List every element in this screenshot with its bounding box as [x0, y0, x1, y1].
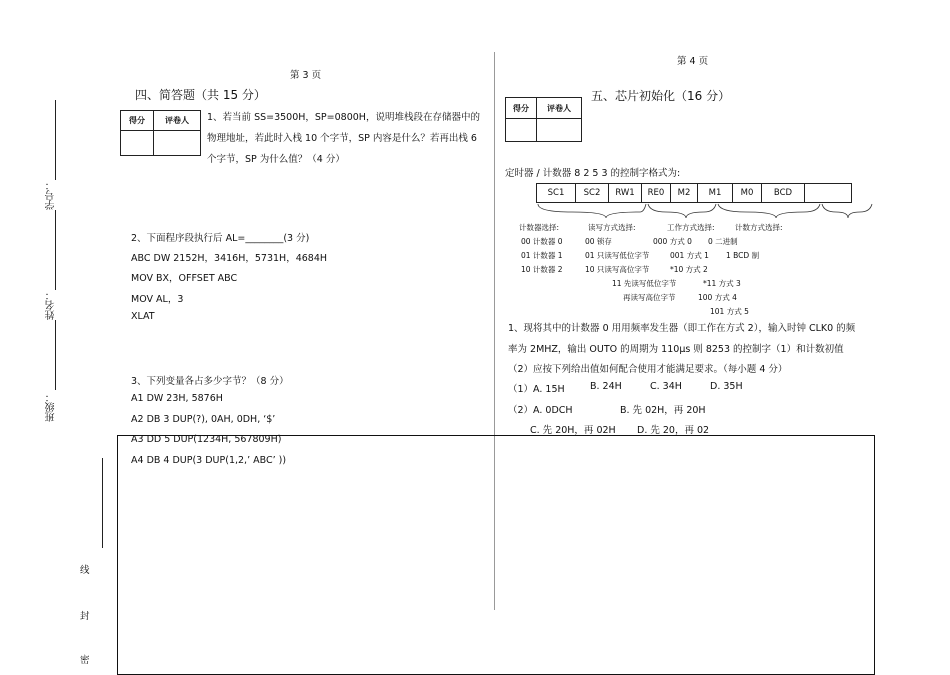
note-mode0: 000 方式 0 [653, 237, 692, 246]
note-counter2: 10 计数器 2 [521, 265, 563, 274]
p4-q1-line-1: 1、现将其中的计数器 0 用用频率发生器（即工作在方式 2），输入时钟 CLK0 的频 [508, 323, 856, 334]
label-rw-select: 读写方式选择: [588, 223, 636, 232]
name-label: 姓名： [46, 290, 57, 320]
q2-code-1: ABC DW 2152H，3416H，5731H，4684H [131, 253, 328, 264]
q3-var-4: A4 DB 4 DUP(3 DUP(1,2,’ ABC’ )) [131, 455, 287, 466]
note-counter0: 00 计数器 0 [521, 237, 563, 246]
binding-rule-mid [55, 210, 56, 290]
bit-m2: M2 [671, 184, 698, 203]
grader-cell[interactable] [154, 131, 201, 156]
bit-extra [805, 184, 852, 203]
bit-m1: M1 [698, 184, 733, 203]
bit-m0: M0 [733, 184, 762, 203]
label-counter-select: 计数器选择: [519, 223, 560, 232]
q3-prompt: 3、下列变量各占多少字节？（8 分） [131, 376, 289, 387]
control-word-intro: 定时器 / 计数器 8 2 5 3 的控制字格式为: [505, 168, 681, 179]
bit-re0: RE0 [642, 184, 671, 203]
option-1c: C. 34H [650, 381, 682, 392]
note-low-then-high-2: 再读写高位字节 [623, 293, 676, 302]
note-mode4: 100 方式 4 [698, 293, 737, 302]
note-low-byte: 01 只读写低位字节 [585, 251, 650, 260]
q1-line-1: 1、若当前 SS=3500H，SP=0800H，说明堆栈段在存储器中的 [207, 112, 480, 123]
q1-line-3: 个字节，SP 为什么值？（4 分） [207, 154, 345, 165]
grader-header: 评卷人 [537, 98, 582, 119]
binding-rule-low [55, 320, 56, 390]
option-1d: D. 35H [710, 381, 743, 392]
answer-box[interactable] [117, 435, 875, 675]
bit-bcd: BCD [762, 184, 805, 203]
score-header: 得分 [506, 98, 537, 119]
option-1a: （1）A. 15H [508, 384, 565, 395]
page4-section-title: 五、芯片初始化（16 分） [591, 89, 731, 103]
page4-score-table [505, 97, 582, 142]
score-cell[interactable] [506, 119, 537, 142]
q2-code-3: MOV AL，3 [131, 294, 184, 305]
option-2b: B. 先 02H，再 20H [620, 405, 706, 416]
brace-count-mode [822, 204, 872, 218]
option-2d: D. 先 20，再 02 [637, 425, 710, 436]
p4-q1-line-2: 率为 2MHZ，输出 OUTO 的周期为 110μs 则 8253 的控制字（1）和计数初值 [508, 344, 844, 355]
q3-var-1: A1 DW 23H, 5876H [131, 393, 223, 404]
label-count-mode: 计数方式选择: [735, 223, 783, 232]
option-2a: （2）A. 0DCH [508, 405, 573, 416]
note-low-then-high-1: 11 先读写低位字节 [612, 279, 677, 288]
note-mode2: *10 方式 2 [670, 265, 708, 274]
grader-cell[interactable] [537, 119, 582, 142]
option-1b: B. 24H [590, 381, 622, 392]
page3-number: 第 3 页 [290, 70, 322, 81]
class-label: 班级： [46, 392, 57, 422]
note-mode5: 101 方式 5 [710, 307, 749, 316]
seal-line [102, 458, 103, 548]
label-work-mode: 工作方式选择: [667, 223, 715, 232]
control-word-register [536, 183, 852, 203]
bit-rw1: RW1 [609, 184, 642, 203]
note-latch: 00 锁存 [585, 237, 612, 246]
q2-prompt: 2、下面程序段执行后 AL=________(3 分) [131, 233, 310, 244]
q2-code-2: MOV BX，OFFSET ABC [131, 273, 238, 284]
page3-section-title: 四、简答题（共 15 分） [135, 88, 266, 102]
score-cell[interactable] [121, 131, 154, 156]
brace-rw-mode [648, 204, 716, 218]
seal-char-line: 线 [80, 565, 90, 576]
p4-q1-line-3: （2）应按下列给出值如何配合使用才能满足要求。（每小题 4 分） [508, 364, 788, 375]
page4-number: 第 4 页 [677, 56, 709, 67]
grader-header: 评卷人 [154, 111, 201, 131]
note-mode1: 001 方式 1 [670, 251, 709, 260]
note-counter1: 01 计数器 1 [521, 251, 563, 260]
binding-rule-top [55, 100, 56, 180]
q3-var-2: A2 DB 3 DUP(?), 0AH, 0DH, ‘$’ [131, 414, 276, 425]
bit-sc2: SC2 [576, 184, 609, 203]
brace-work-mode [718, 204, 820, 218]
q1-line-2: 物理地址，若此时入栈 10 个字节，SP 内容是什么？若再出栈 6 [207, 133, 477, 144]
q3-var-3: A3 DD 5 DUP(1234H, 567809H) [131, 434, 282, 445]
score-header: 得分 [121, 111, 154, 131]
note-bcd: 1 BCD 制 [726, 251, 760, 260]
seal-char-secret: 密 [80, 655, 90, 666]
brace-counter-select [538, 204, 646, 218]
note-mode3: *11 方式 3 [703, 279, 741, 288]
seal-char-seal: 封 [80, 611, 90, 622]
bit-sc1: SC1 [537, 184, 576, 203]
note-binary: 0 二进制 [708, 237, 738, 246]
q2-code-4: XLAT [131, 311, 155, 322]
student-id-label: 学号： [46, 180, 57, 210]
note-high-byte: 10 只读写高位字节 [585, 265, 650, 274]
option-2c: C. 先 20H，再 02H [530, 425, 616, 436]
bit-group-braces [536, 202, 876, 222]
page3-score-table [120, 110, 201, 156]
